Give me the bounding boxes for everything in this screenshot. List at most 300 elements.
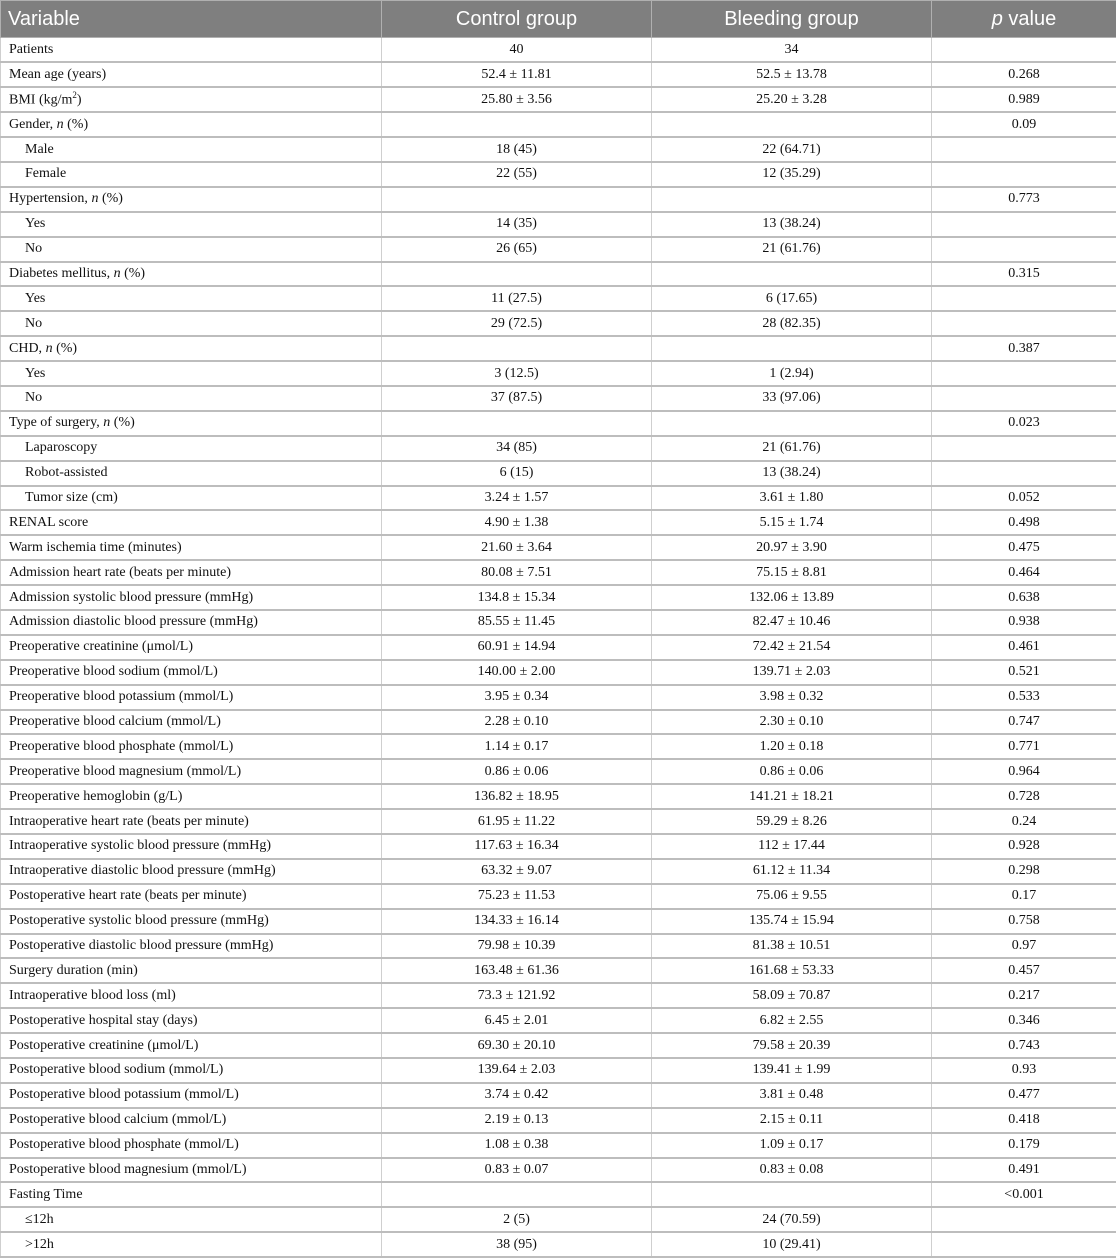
variable-label: Yes — [25, 216, 45, 231]
variable-cell — [1, 38, 382, 63]
variable-cell — [1, 510, 382, 535]
p-value: 0.475 — [932, 535, 1116, 560]
variable-label: Yes — [25, 366, 45, 381]
variable-cell — [1, 958, 382, 983]
p-value: 0.97 — [932, 934, 1116, 959]
table-row — [1, 361, 1116, 386]
variable-cell — [1, 1008, 382, 1033]
control-value: 2.19 ± 0.13 — [382, 1108, 652, 1133]
variable-label-italic: n — [57, 117, 64, 132]
p-value: 0.387 — [932, 336, 1116, 361]
variable-cell — [1, 1133, 382, 1158]
table-row — [1, 386, 1116, 411]
variable-label: Fasting Time — [9, 1187, 83, 1202]
bleeding-value: 132.06 ± 13.89 — [652, 585, 932, 610]
table-row — [1, 461, 1116, 486]
variable-cell — [1, 1158, 382, 1183]
bleeding-value: 59.29 ± 8.26 — [652, 809, 932, 834]
control-value: 29 (72.5) — [382, 311, 652, 336]
control-value: 117.63 ± 16.34 — [382, 834, 652, 859]
p-value — [932, 361, 1116, 386]
p-value: 0.023 — [932, 411, 1116, 436]
p-value: 0.17 — [932, 884, 1116, 909]
variable-cell — [1, 560, 382, 585]
variable-cell — [1, 262, 382, 287]
variable-label: Postoperative heart rate (beats per minute) — [9, 888, 247, 903]
variable-cell — [1, 585, 382, 610]
variable-label: Female — [25, 166, 66, 181]
p-value: 0.346 — [932, 1008, 1116, 1033]
bleeding-value: 22 (64.71) — [652, 137, 932, 162]
variable-cell — [1, 734, 382, 759]
table-row — [1, 187, 1116, 212]
variable-cell — [1, 411, 382, 436]
bleeding-value: 1 (2.94) — [652, 361, 932, 386]
variable-cell — [1, 934, 382, 959]
variable-label: Admission diastolic blood pressure (mmHg) — [9, 614, 258, 629]
bleeding-value: 139.71 ± 2.03 — [652, 660, 932, 685]
header-p-italic: p — [992, 8, 1003, 30]
control-value: 60.91 ± 14.94 — [382, 635, 652, 660]
variable-cell — [1, 112, 382, 137]
bleeding-value: 3.81 ± 0.48 — [652, 1083, 932, 1108]
table-row — [1, 1033, 1116, 1058]
table-row — [1, 1058, 1116, 1083]
variable-cell — [1, 983, 382, 1008]
variable-label: Postoperative systolic blood pressure (mmHg) — [9, 913, 269, 928]
table-row — [1, 162, 1116, 187]
control-value: 40 — [382, 38, 652, 63]
table-row — [1, 759, 1116, 784]
table-row — [1, 486, 1116, 511]
p-value: 0.315 — [932, 262, 1116, 287]
variable-label-superscript: 2 — [72, 90, 77, 100]
p-value: 0.24 — [932, 809, 1116, 834]
table-row — [1, 286, 1116, 311]
bleeding-value: 25.20 ± 3.28 — [652, 87, 932, 112]
variable-cell — [1, 710, 382, 735]
control-value: 21.60 ± 3.64 — [382, 535, 652, 560]
variable-label: No — [25, 390, 42, 405]
variable-label: Yes — [25, 291, 45, 306]
table-row — [1, 660, 1116, 685]
variable-cell — [1, 461, 382, 486]
variable-cell — [1, 162, 382, 187]
table-row — [1, 710, 1116, 735]
bleeding-value: 112 ± 17.44 — [652, 834, 932, 859]
control-value: 0.83 ± 0.07 — [382, 1158, 652, 1183]
p-value: 0.638 — [932, 585, 1116, 610]
control-value: 79.98 ± 10.39 — [382, 934, 652, 959]
variable-label-suffix: (%) — [64, 117, 89, 132]
bleeding-value: 141.21 ± 18.21 — [652, 784, 932, 809]
variable-label-italic: n — [103, 415, 110, 430]
p-value — [932, 461, 1116, 486]
variable-cell — [1, 535, 382, 560]
table-row — [1, 884, 1116, 909]
table-row — [1, 1108, 1116, 1133]
table-row — [1, 262, 1116, 287]
control-value: 80.08 ± 7.51 — [382, 560, 652, 585]
variable-cell — [1, 386, 382, 411]
control-value: 52.4 ± 11.81 — [382, 62, 652, 87]
table-row — [1, 87, 1116, 112]
p-value: 0.758 — [932, 909, 1116, 934]
variable-label: Intraoperative blood loss (ml) — [9, 988, 176, 1003]
table-row — [1, 685, 1116, 710]
p-value: 0.747 — [932, 710, 1116, 735]
variable-label-italic: n — [46, 341, 53, 356]
variable-cell — [1, 784, 382, 809]
variable-label-italic: n — [91, 191, 98, 206]
table-row — [1, 1158, 1116, 1183]
variable-label: No — [25, 241, 42, 256]
bleeding-value: 81.38 ± 10.51 — [652, 934, 932, 959]
variable-label: Postoperative creatinine (μmol/L) — [9, 1038, 198, 1053]
control-value: 0.86 ± 0.06 — [382, 759, 652, 784]
variable-cell — [1, 1058, 382, 1083]
control-value: 1.14 ± 0.17 — [382, 734, 652, 759]
control-value: 18 (45) — [382, 137, 652, 162]
control-value: 1.08 ± 0.38 — [382, 1133, 652, 1158]
p-value: 0.477 — [932, 1083, 1116, 1108]
bleeding-value: 0.83 ± 0.08 — [652, 1158, 932, 1183]
variable-label: Preoperative blood calcium (mmol/L) — [9, 714, 221, 729]
bleeding-value: 6 (17.65) — [652, 286, 932, 311]
variable-label: Male — [25, 142, 54, 157]
bleeding-value: 82.47 ± 10.46 — [652, 610, 932, 635]
p-value: 0.498 — [932, 510, 1116, 535]
control-value: 25.80 ± 3.56 — [382, 87, 652, 112]
control-value: 63.32 ± 9.07 — [382, 859, 652, 884]
variable-label-suffix: ) — [77, 93, 82, 108]
bleeding-value: 75.15 ± 8.81 — [652, 560, 932, 585]
control-value: 37 (87.5) — [382, 386, 652, 411]
bleeding-value: 161.68 ± 53.33 — [652, 958, 932, 983]
control-value — [382, 411, 652, 436]
variable-label: Preoperative creatinine (μmol/L) — [9, 639, 193, 654]
p-value — [932, 1207, 1116, 1232]
variable-label: Preoperative blood magnesium (mmol/L) — [9, 764, 241, 779]
control-value: 140.00 ± 2.00 — [382, 660, 652, 685]
variable-cell — [1, 660, 382, 685]
variable-label: Postoperative blood magnesium (mmol/L) — [9, 1162, 247, 1177]
table-row — [1, 560, 1116, 585]
bleeding-value: 75.06 ± 9.55 — [652, 884, 932, 909]
variable-label: >12h — [25, 1237, 54, 1252]
bleeding-value: 1.09 ± 0.17 — [652, 1133, 932, 1158]
bleeding-value: 2.30 ± 0.10 — [652, 710, 932, 735]
control-value: 3 (12.5) — [382, 361, 652, 386]
bleeding-value: 6.82 ± 2.55 — [652, 1008, 932, 1033]
variable-cell — [1, 909, 382, 934]
table-row — [1, 635, 1116, 660]
variable-label: Postoperative diastolic blood pressure (mmHg) — [9, 938, 273, 953]
variable-label: Preoperative blood potassium (mmol/L) — [9, 689, 233, 704]
table-row — [1, 38, 1116, 63]
control-value — [382, 187, 652, 212]
p-value: 0.773 — [932, 187, 1116, 212]
table-row — [1, 137, 1116, 162]
table-row — [1, 535, 1116, 560]
table-row — [1, 1008, 1116, 1033]
control-value: 3.74 ± 0.42 — [382, 1083, 652, 1108]
variable-cell — [1, 1207, 382, 1232]
variable-cell — [1, 336, 382, 361]
bleeding-value: 135.74 ± 15.94 — [652, 909, 932, 934]
control-value — [382, 1182, 652, 1207]
header-control-group: Control group — [382, 1, 652, 38]
variable-label: Robot-assisted — [25, 465, 107, 480]
bleeding-value: 13 (38.24) — [652, 212, 932, 237]
table-row — [1, 1182, 1116, 1207]
bleeding-value: 61.12 ± 11.34 — [652, 859, 932, 884]
control-value: 6 (15) — [382, 461, 652, 486]
p-value — [932, 436, 1116, 461]
p-value: 0.052 — [932, 486, 1116, 511]
variable-label: Preoperative blood phosphate (mmol/L) — [9, 739, 233, 754]
variable-cell — [1, 361, 382, 386]
variable-label: Diabetes mellitus, — [9, 266, 114, 281]
bleeding-value: 139.41 ± 1.99 — [652, 1058, 932, 1083]
control-value: 134.33 ± 16.14 — [382, 909, 652, 934]
bleeding-value — [652, 112, 932, 137]
variable-label: No — [25, 316, 42, 331]
control-value: 4.90 ± 1.38 — [382, 510, 652, 535]
table-row — [1, 411, 1116, 436]
variable-label: Postoperative blood calcium (mmol/L) — [9, 1112, 226, 1127]
control-value: 2 (5) — [382, 1207, 652, 1232]
variable-label: Mean age (years) — [9, 67, 106, 82]
p-value: 0.298 — [932, 859, 1116, 884]
p-value: 0.491 — [932, 1158, 1116, 1183]
variable-label: BMI (kg/m — [9, 93, 72, 108]
variable-cell — [1, 1033, 382, 1058]
table-row — [1, 237, 1116, 262]
variable-label: Tumor size (cm) — [25, 490, 118, 505]
control-value — [382, 112, 652, 137]
control-value: 34 (85) — [382, 436, 652, 461]
bleeding-value: 13 (38.24) — [652, 461, 932, 486]
control-value: 3.24 ± 1.57 — [382, 486, 652, 511]
bleeding-value — [652, 262, 932, 287]
variable-cell — [1, 834, 382, 859]
header-p-rest: value — [1003, 8, 1056, 30]
table-row — [1, 336, 1116, 361]
variable-label: Admission heart rate (beats per minute) — [9, 565, 231, 580]
variable-label: Preoperative blood sodium (mmol/L) — [9, 664, 218, 679]
bleeding-value: 0.86 ± 0.06 — [652, 759, 932, 784]
table-row — [1, 585, 1116, 610]
variable-label: Hypertension, — [9, 191, 91, 206]
variable-cell — [1, 187, 382, 212]
variable-label: ≤12h — [25, 1212, 54, 1227]
variable-cell — [1, 1083, 382, 1108]
bleeding-value: 21 (61.76) — [652, 237, 932, 262]
p-value: 0.268 — [932, 62, 1116, 87]
variable-cell — [1, 859, 382, 884]
bleeding-value: 58.09 ± 70.87 — [652, 983, 932, 1008]
variable-label-suffix: (%) — [121, 266, 146, 281]
control-value: 2.28 ± 0.10 — [382, 710, 652, 735]
bleeding-value — [652, 411, 932, 436]
table-row — [1, 1207, 1116, 1232]
variable-label: Intraoperative diastolic blood pressure (mmHg) — [9, 863, 276, 878]
variable-cell — [1, 809, 382, 834]
variable-cell — [1, 286, 382, 311]
variable-label: Patients — [9, 42, 53, 57]
p-value: 0.964 — [932, 759, 1116, 784]
bleeding-value: 12 (35.29) — [652, 162, 932, 187]
p-value: 0.464 — [932, 560, 1116, 585]
p-value — [932, 212, 1116, 237]
bleeding-value: 21 (61.76) — [652, 436, 932, 461]
p-value: 0.928 — [932, 834, 1116, 859]
variable-label: Postoperative blood potassium (mmol/L) — [9, 1087, 239, 1102]
table-row — [1, 112, 1116, 137]
p-value — [932, 162, 1116, 187]
table-row — [1, 784, 1116, 809]
bleeding-value — [652, 187, 932, 212]
p-value: 0.418 — [932, 1108, 1116, 1133]
control-value: 75.23 ± 11.53 — [382, 884, 652, 909]
variable-label-suffix: (%) — [53, 341, 78, 356]
bleeding-value — [652, 1182, 932, 1207]
variable-label: Gender, — [9, 117, 57, 132]
bleeding-value: 20.97 ± 3.90 — [652, 535, 932, 560]
bleeding-value: 5.15 ± 1.74 — [652, 510, 932, 535]
variable-label: Laparoscopy — [25, 440, 97, 455]
header-p-value — [932, 1, 1116, 38]
table-row — [1, 436, 1116, 461]
control-value: 3.95 ± 0.34 — [382, 685, 652, 710]
variable-cell — [1, 486, 382, 511]
bleeding-value: 72.42 ± 21.54 — [652, 635, 932, 660]
variable-label: Intraoperative heart rate (beats per minute) — [9, 814, 249, 829]
control-value: 6.45 ± 2.01 — [382, 1008, 652, 1033]
control-value: 136.82 ± 18.95 — [382, 784, 652, 809]
control-value: 11 (27.5) — [382, 286, 652, 311]
table-row — [1, 909, 1116, 934]
control-value: 139.64 ± 2.03 — [382, 1058, 652, 1083]
p-value: 0.938 — [932, 610, 1116, 635]
p-value — [932, 137, 1116, 162]
variable-cell — [1, 62, 382, 87]
p-value — [932, 237, 1116, 262]
table-row — [1, 809, 1116, 834]
p-value — [932, 286, 1116, 311]
variable-cell — [1, 610, 382, 635]
bleeding-value: 28 (82.35) — [652, 311, 932, 336]
variable-label: Preoperative hemoglobin (g/L) — [9, 789, 182, 804]
p-value: 0.457 — [932, 958, 1116, 983]
p-value — [932, 311, 1116, 336]
table-row — [1, 1133, 1116, 1158]
control-value: 22 (55) — [382, 162, 652, 187]
variable-cell — [1, 137, 382, 162]
bleeding-value: 10 (29.41) — [652, 1232, 932, 1257]
variable-label-suffix: (%) — [98, 191, 123, 206]
bleeding-value: 34 — [652, 38, 932, 63]
variable-label: Warm ischemia time (minutes) — [9, 540, 182, 555]
variable-label: CHD, — [9, 341, 46, 356]
bleeding-value: 33 (97.06) — [652, 386, 932, 411]
variable-cell — [1, 436, 382, 461]
bleeding-value: 24 (70.59) — [652, 1207, 932, 1232]
variable-cell — [1, 685, 382, 710]
p-value: 0.989 — [932, 87, 1116, 112]
p-value — [932, 386, 1116, 411]
variable-cell — [1, 884, 382, 909]
table-row — [1, 983, 1116, 1008]
control-value: 61.95 ± 11.22 — [382, 809, 652, 834]
variable-label: Type of surgery, — [9, 415, 103, 430]
variable-label-suffix: (%) — [110, 415, 135, 430]
bleeding-value: 3.61 ± 1.80 — [652, 486, 932, 511]
table-row — [1, 958, 1116, 983]
control-value: 26 (65) — [382, 237, 652, 262]
variable-label: Postoperative hospital stay (days) — [9, 1013, 198, 1028]
table-row — [1, 834, 1116, 859]
table-row — [1, 1232, 1116, 1257]
variable-label: Postoperative blood phosphate (mmol/L) — [9, 1137, 239, 1152]
header-variable: Variable — [1, 1, 382, 38]
bleeding-value — [652, 336, 932, 361]
p-value — [932, 38, 1116, 63]
variable-label: RENAL score — [9, 515, 88, 530]
variable-cell — [1, 212, 382, 237]
control-value — [382, 262, 652, 287]
table-row — [1, 212, 1116, 237]
variable-label-italic: n — [114, 266, 121, 281]
table-row — [1, 610, 1116, 635]
variable-cell — [1, 1108, 382, 1133]
control-value — [382, 336, 652, 361]
header-bleeding-group: Bleeding group — [652, 1, 932, 38]
variable-cell — [1, 87, 382, 112]
p-value: 0.521 — [932, 660, 1116, 685]
control-value: 38 (95) — [382, 1232, 652, 1257]
p-value: 0.461 — [932, 635, 1116, 660]
variable-cell — [1, 311, 382, 336]
variable-cell — [1, 1182, 382, 1207]
p-value: 0.09 — [932, 112, 1116, 137]
variable-label: Surgery duration (min) — [9, 963, 138, 978]
control-value: 69.30 ± 20.10 — [382, 1033, 652, 1058]
table-row — [1, 934, 1116, 959]
control-value: 14 (35) — [382, 212, 652, 237]
variable-label: Admission systolic blood pressure (mmHg) — [9, 590, 253, 605]
header-row — [1, 1, 1116, 38]
variable-cell — [1, 237, 382, 262]
control-value: 134.8 ± 15.34 — [382, 585, 652, 610]
table-row — [1, 62, 1116, 87]
p-value: <0.001 — [932, 1182, 1116, 1207]
table-row — [1, 1083, 1116, 1108]
control-value: 73.3 ± 121.92 — [382, 983, 652, 1008]
table-row — [1, 510, 1116, 535]
variable-label: Postoperative blood sodium (mmol/L) — [9, 1062, 223, 1077]
table-body — [1, 38, 1116, 1258]
p-value: 0.179 — [932, 1133, 1116, 1158]
bleeding-value: 52.5 ± 13.78 — [652, 62, 932, 87]
control-value: 85.55 ± 11.45 — [382, 610, 652, 635]
p-value: 0.217 — [932, 983, 1116, 1008]
table-header — [1, 1, 1116, 38]
p-value: 0.93 — [932, 1058, 1116, 1083]
bleeding-value: 79.58 ± 20.39 — [652, 1033, 932, 1058]
variable-cell — [1, 759, 382, 784]
